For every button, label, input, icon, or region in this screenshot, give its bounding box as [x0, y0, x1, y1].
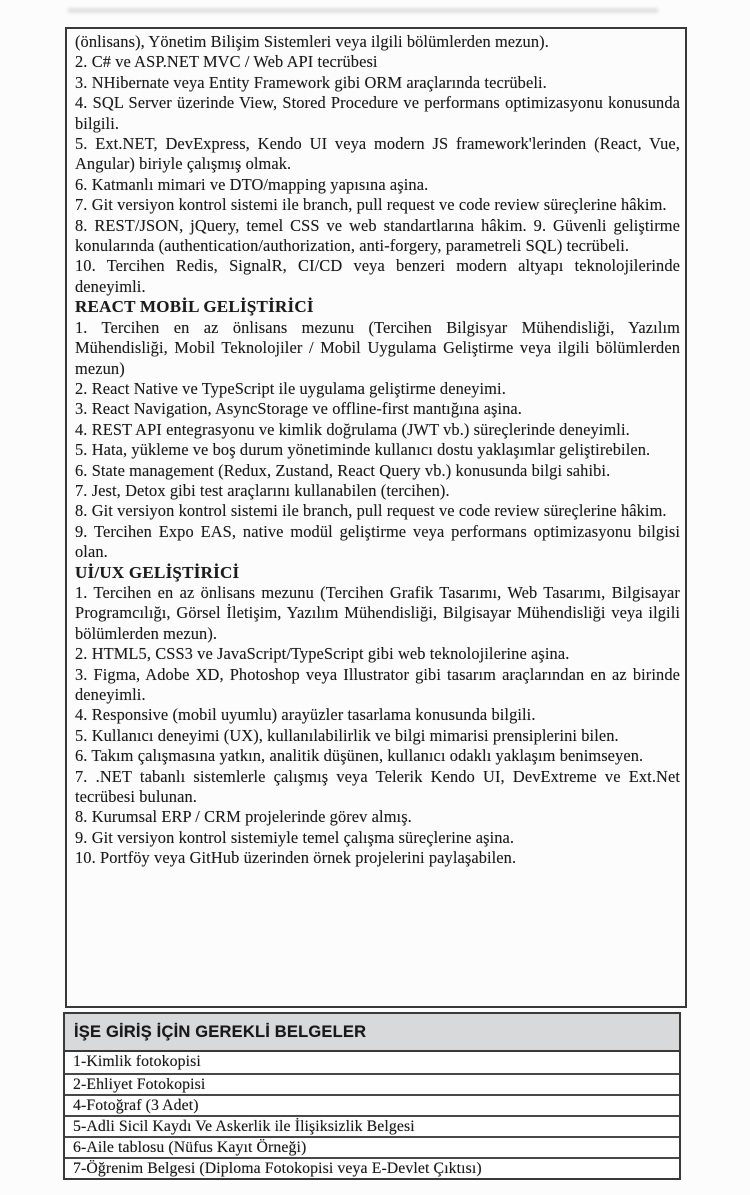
scan-artifact-smear	[68, 8, 658, 13]
requirement-item: 8. REST/JSON, jQuery, temel CSS ve web standartlarına hâkim. 9. Güvenli geliştirme konularında (authentication/authorization, anti-forgery, parametreli SQL) tecrübeli.	[75, 215, 680, 256]
requirement-item: 2. HTML5, CSS3 ve JavaScript/TypeScript gibi web teknolojilerine aşina.	[75, 644, 570, 664]
section-title-ui-ux-gelistirici: Uİ/UX GELİŞTİRİCİ	[75, 562, 240, 582]
document-row: 6-Aile tablosu (Nüfus Kayıt Örneği)	[65, 1136, 679, 1157]
document-row: 5-Adli Sicil Kaydı Ve Askerlik ile İlişiksizlik Belgesi	[65, 1115, 679, 1136]
requirement-item: 9. Tercihen Expo EAS, native modül geliştirme veya performans optimizasyonu bilgisi olan.	[75, 521, 680, 562]
requirement-item: 8. Git versiyon kontrol sistemi ile branch, pull request ve code review süreçlerine hâkim.	[75, 501, 667, 521]
requirement-item: 7. .NET tabanlı sistemlerle çalışmış veya Telerik Kendo UI, DevExtreme ve Ext.Net tecrübesi bulunan.	[75, 766, 680, 807]
requirement-item: 4. REST API entegrasyonu ve kimlik doğrulama (JWT vb.) süreçlerinde deneyimli.	[75, 419, 630, 439]
requirement-item: 3. Figma, Adobe XD, Photoshop veya Illustrator gibi tasarım araçlarından en az birinde deneyimli.	[75, 664, 680, 704]
requirement-item: 6. State management (Redux, Zustand, React Query vb.) konusunda bilgi sahibi.	[75, 460, 611, 480]
requirement-item: 3. NHibernate veya Entity Framework gibi ORM araçlarında tecrübeli.	[75, 72, 547, 92]
job-requirements-box	[65, 27, 687, 1008]
required-documents-table-header: İŞE GİRİŞ İÇİN GEREKLİ BELGELER	[65, 1014, 679, 1052]
requirement-item: 5. Hata, yükleme ve boş durum yönetiminde kullanıcı dostu yaklaşımlar geliştirebilen.	[75, 440, 651, 460]
requirement-item: 10. Portföy veya GitHub üzerinden örnek projelerini paylaşabilen.	[75, 848, 517, 868]
requirement-item: 1. Tercihen en az önlisans mezunu (Tercihen Grafik Tasarımı, Web Tasarımı, Bilgisayar Programcılığı, Görsel İletişim, Yazılım Mühendisliği, Bilgisayar Mühendisliği veya ilgili bölümlerden mezun).	[75, 582, 680, 643]
requirement-item: 9. Git versiyon kontrol sistemiyle temel çalışma süreçlerine aşina.	[75, 827, 515, 847]
document-row: 4-Fotoğraf (3 Adet)	[65, 1094, 679, 1115]
requirement-item: 3. React Navigation, AsyncStorage ve offline-first mantığına aşina.	[75, 399, 523, 419]
requirement-item: 7. Jest, Detox gibi test araçlarını kullanabilen (tercihen).	[75, 480, 450, 500]
requirement-item: 5. Kullanıcı deneyimi (UX), kullanılabilirlik ve bilgi mimarisi prensiplerini bilen.	[75, 725, 619, 745]
requirement-item: 2. React Native ve TypeScript ile uygulama geliştirme deneyimi.	[75, 378, 506, 398]
continued-requirements-list	[75, 32, 680, 297]
requirement-item: (önlisans), Yönetim Bilişim Sistemleri veya ilgili bölümlerden mezun).	[75, 32, 549, 51]
requirement-item: 4. SQL Server üzerinde View, Stored Procedure ve performans optimizasyonu konusunda bilgili.	[75, 93, 680, 133]
requirement-item: 6. Takım çalışmasına yatkın, analitik düşünen, kullanıcı odaklı yaklaşım benimseyen.	[75, 746, 644, 766]
requirement-item: 1. Tercihen en az önlisans mezunu (Tercihen Bilgisyar Mühendisliği, Yazılım Mühendisliği, Mobil Teknolojiler / Mobil Uygulama Geliştirme veya ilgili bölümlerden mezun)	[75, 317, 680, 378]
requirement-item: 5. Ext.NET, DevExpress, Kendo UI veya modern JS framework'lerinden (React, Vue, Angular) biriyle çalışmış olmak.	[75, 134, 680, 174]
document-row: 1-Kimlik fotokopisi	[73, 1053, 201, 1070]
requirement-item: 6. Katmanlı mimari ve DTO/mapping yapısına aşina.	[75, 174, 429, 194]
required-documents-table	[63, 1012, 681, 1180]
section-title-react-mobil-gelistirici: REACT MOBİL GELİŞTİRİCİ	[75, 297, 314, 317]
requirement-item: 4. Responsive (mobil uyumlu) arayüzler tasarlama konusunda bilgili.	[75, 705, 536, 725]
requirement-item: 10. Tercihen Redis, SignalR, CI/CD veya benzeri modern altyapı teknolojilerinde deneyimli.	[75, 256, 680, 296]
requirement-item: 7. Git versiyon kontrol sistemi ile branch, pull request ve code review süreçlerine hâkim.	[75, 195, 667, 215]
document-row: 2-Ehliyet Fotokopisi	[65, 1073, 679, 1094]
document-row: 7-Öğrenim Belgesi (Diploma Fotokopisi veya E-Devlet Çıktısı)	[65, 1157, 679, 1178]
ui-ux-requirements-list	[75, 583, 680, 869]
requirement-item: 2. C# ve ASP.NET MVC / Web API tecrübesi	[75, 52, 378, 72]
react-mobile-requirements-list	[75, 318, 680, 563]
requirement-item: 8. Kurumsal ERP / CRM projelerinde görev almış.	[75, 807, 412, 827]
required-documents-rows	[65, 1052, 679, 1178]
